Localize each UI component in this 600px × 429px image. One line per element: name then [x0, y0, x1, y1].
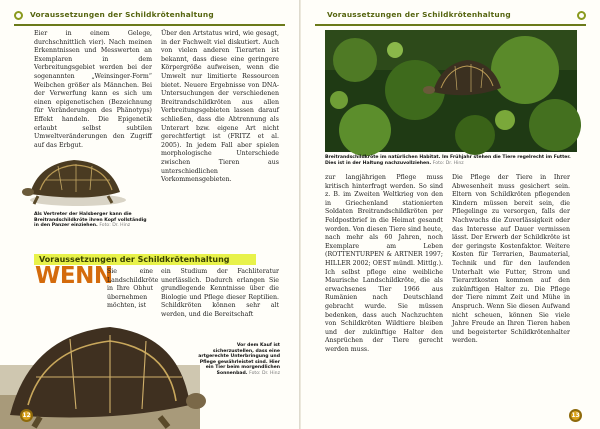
photo-caption-left-bottom [196, 343, 280, 377]
section-column-1 [107, 268, 159, 310]
left-page [0, 0, 299, 429]
right-running-header [315, 10, 586, 26]
caption-credit: Foto: Dr. Hinz [432, 160, 464, 166]
left-column-1 [34, 30, 152, 155]
page-number-badge: 13 [569, 409, 582, 422]
caption-credit: Foto: Dr. Hinz [249, 370, 280, 376]
right-page [301, 0, 600, 429]
tortoise-photo-small [18, 150, 128, 210]
section-title: Voraussetzungen der Schildkrötenhaltung [39, 255, 230, 264]
header-bullet-icon [577, 11, 586, 20]
dropcap-word: WENN [35, 263, 113, 289]
photo-caption-right [325, 155, 577, 166]
right-column-2 [452, 174, 570, 392]
right-column-1 [325, 174, 443, 414]
body-text: Eier in einem Gelege, durchschnittlich vier). Nach meinen Erkenntnissen und Messwerten an Exemplaren in dem Verbreitungsgebiet werden bei der sogenannten „Weinsinger-Form“ Weibchen größer als Männchen. Bei der Verwerfung kann es sich um einen epigenetischen (Bezeichnung für Veränderungen des Phänotyps) Effekt handeln. Die Epigenetik erlaubt selbst subtilen Umweltveränderungen den Zugriff auf das Erbgut. [34, 30, 152, 149]
left-running-header [14, 10, 285, 26]
body-text: Sie eine Landschildkröte in Ihre Obhut übernehmen möchten, ist [107, 268, 159, 310]
caption-text: Breitrandschildkröte im natürlichen Habitat. Im Frühjahr stehen die Tiere regelrecht im Futter. Dies ist in der Haltung nachzuvollziehen. [325, 155, 571, 166]
habitat-photo [325, 30, 577, 152]
page-number-badge: 12 [20, 409, 33, 422]
caption-text: Vor dem Kauf ist sicherzustellen, dass eine artgerechte Unterbringung und Pflege gewährleistet sind. Hier ein Tier beim morgendlichen Sonnenbad. [198, 343, 280, 376]
running-header-text: Voraussetzungen der Schildkrötenhaltung [327, 10, 511, 19]
header-bullet-icon [14, 11, 23, 20]
body-text: zur langjährigen Pflege muss kritisch hinterfragt werden. So sind z. B. im Zweiten Weltkrieg von den in Griechenland stationierten Soldaten Breitrandschildkröten per Feldpostbrief in die Heimat gesandt worden. Von diesen Tiere sind heute, nach mehr als 60 Jahren, noch Exemplare am Leben (ROTTENTURPEN & ARTNER 1997; HILLER 2002; OEST mündl. Mittlg.). Ich selbst pflege eine weibliche Maurische Landschildkröte, die als erwachsenes Tier 1966 aus Rumänien nach Deutschland gebracht wurde. Sie müssen bedenken, dass auch Nachzuchten von Schildkröten Wildtiere bleiben und der zukünftige Halter den Ansprüchen der Tiere gerecht werden muss. [325, 174, 443, 353]
body-text: ein Studium der Fachliteratur unerlässlich. Dadurch erlangen Sie grundlegende Kenntnisse über die Biologie und Pflege dieser Reptilien. Schildkröten können sehr alt werden, und die Bereitschaft [161, 268, 279, 318]
caption-credit: Foto: Dr. Hinz [99, 223, 131, 229]
body-text: Über den Artstatus wird, wie gesagt, in der Fachwelt viel diskutiert. Auch von vielen anderen Tierarten ist bekannt, dass diese eine geringere Körpergröße aufweisen, wenn die Umwelt nur limitierte Ressourcen bietet. Neuere Ergebnisse von DNA-Untersuchungen der verschiedenen Breitrandschildkröten aus allen Verbreitungsgebieten lassen darauf schließen, dass die Abtrennung als Unterart bzw. eigene Art nicht gerechtfertigt ist (FRITZ et al. 2005). In jedem Fall aber spielen morphologische Unterschiede zwischen Tieren aus unterschiedlichen Vorkommensgebieten. [161, 30, 279, 184]
left-column-2 [161, 30, 279, 242]
photo-caption-left-top [34, 212, 152, 229]
running-header-text: Voraussetzungen der Schildkrötenhaltung [30, 10, 214, 19]
caption-text: Als Vertreter der Halsberger kann die Breitrandschildkröte ihren Kopf vollständig in den Panzer einziehen. [34, 212, 147, 229]
body-text: Die Pflege der Tiere in Ihrer Abwesenheit muss gesichert sein. Eltern von Schildkröten pflegenden Kindern müssen bereit sein, die Pflegelinge zu versorgen, falls der Nachwuchs die Zuverlässigkeit oder das Interesse auf Dauer vermissen lässt. Der Erwerb der Schildkröte ist der geringste Kostenfaktor. Weitere Kosten für Terrarien, Baumaterial, Technik und für den laufenden Unterhalt wie Futter, Strom und Tierarztkosten kommen auf den zukünftigen Halter zu. Die Pflege der Tiere nimmt Zeit und Mühe in Anspruch. Wenn Sie diesen Aufwand nicht scheuen, können Sie viele Jahre Freude an Ihren Tieren haben und begeisterter Schildkrötenhalter werden. [452, 174, 570, 345]
